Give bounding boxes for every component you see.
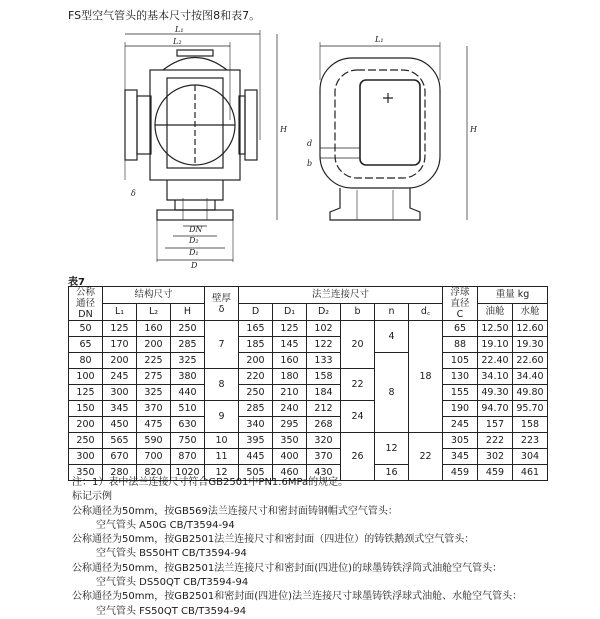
note-6: 空气管头 BS50HT CB/T3594-94	[96, 548, 247, 560]
cell-D1: 125	[273, 321, 307, 337]
notes	[72, 476, 522, 619]
note-7: 公称通径为50mm，按GB2501法兰连接尺寸和密封面(四进位)的球墨铸铁浮筒式油舱空气管头：	[72, 562, 503, 574]
header-H: H	[171, 304, 205, 321]
cell-L2: 820	[137, 465, 171, 481]
cell-n: 4	[375, 321, 409, 353]
header-float: 浮球 直径 C	[443, 287, 478, 321]
header-L2: L₂	[137, 304, 171, 321]
cell-water: 95.70	[513, 401, 548, 417]
cell-water: 304	[513, 449, 548, 465]
cell-dn: 100	[69, 369, 103, 385]
cell-b: 20	[341, 321, 375, 369]
cell-H: 250	[171, 321, 205, 337]
cell-water: 223	[513, 433, 548, 449]
cell-D2: 268	[307, 417, 341, 433]
dim-D2: D₂	[189, 236, 199, 245]
note-9: 公称通径为50mm，按GB2501和密封面(四进位)法兰连接尺寸球墨铸铁浮球式油舱、水舱空气管头：	[72, 591, 523, 603]
cell-water: 461	[513, 465, 548, 481]
cell-L1: 450	[103, 417, 137, 433]
header-b: b	[341, 304, 375, 321]
cell-H: 440	[171, 385, 205, 401]
cell-dn: 350	[69, 465, 103, 481]
cell-D1: 145	[273, 337, 307, 353]
cell-water: 158	[513, 417, 548, 433]
header-flange: 法兰连接尺寸	[239, 287, 443, 304]
cell-water: 19.30	[513, 337, 548, 353]
cell-dn: 300	[69, 449, 103, 465]
cell-L1: 565	[103, 433, 137, 449]
cell-n: 8	[375, 353, 409, 433]
cell-D2: 158	[307, 369, 341, 385]
cell-n: 16	[375, 465, 409, 481]
cell-oil: 22.40	[478, 353, 513, 369]
cell-float: 305	[443, 433, 478, 449]
cell-dc: 18	[409, 321, 443, 433]
table-row	[69, 321, 548, 337]
cell-D1: 460	[273, 465, 307, 481]
header-L1: L₁	[103, 304, 137, 321]
cell-water: 22.60	[513, 353, 548, 369]
dim-D: D	[191, 261, 198, 270]
cell-dn: 125	[69, 385, 103, 401]
table-row	[69, 401, 548, 417]
cell-D: 185	[239, 337, 273, 353]
header-wall: 壁厚 δ	[205, 287, 239, 321]
header-n: n	[375, 304, 409, 321]
cell-D1: 350	[273, 433, 307, 449]
cell-D2: 102	[307, 321, 341, 337]
cell-D2: 320	[307, 433, 341, 449]
table-row	[69, 337, 548, 353]
cell-dn: 50	[69, 321, 103, 337]
cell-L2: 370	[137, 401, 171, 417]
cell-L1: 245	[103, 369, 137, 385]
note-4: 空气管头 A50G CB/T3594-94	[96, 519, 235, 531]
cell-float: 190	[443, 401, 478, 417]
table-row	[69, 385, 548, 401]
note-3: 公称通径为50mm，按GB569法兰连接尺寸和密封面铸钢帽式空气管头：	[72, 505, 398, 517]
cell-D: 200	[239, 353, 273, 369]
cell-water: 49.80	[513, 385, 548, 401]
cell-H: 630	[171, 417, 205, 433]
dim-D1: D₁	[189, 248, 199, 257]
cell-H: 325	[171, 353, 205, 369]
cell-D1: 180	[273, 369, 307, 385]
cell-D1: 210	[273, 385, 307, 401]
cell-L2: 325	[137, 385, 171, 401]
cell-b: 22	[341, 369, 375, 401]
cell-D2: 212	[307, 401, 341, 417]
cell-oil: 49.30	[478, 385, 513, 401]
spec-table-body	[69, 321, 548, 481]
cell-D2: 122	[307, 337, 341, 353]
cell-float: 459	[443, 465, 478, 481]
header-struct: 结构尺寸	[103, 287, 205, 304]
cell-L2: 160	[137, 321, 171, 337]
cell-D: 340	[239, 417, 273, 433]
cell-dn: 250	[69, 433, 103, 449]
header-D1: D₁	[273, 304, 307, 321]
cell-D2: 133	[307, 353, 341, 369]
cell-oil: 222	[478, 433, 513, 449]
cell-L1: 345	[103, 401, 137, 417]
dim-H-left: H	[280, 125, 287, 134]
cell-D: 505	[239, 465, 273, 481]
cell-H: 380	[171, 369, 205, 385]
cell-L1: 170	[103, 337, 137, 353]
dim-delta: δ	[131, 189, 136, 198]
cell-float: 88	[443, 337, 478, 353]
cell-dn: 80	[69, 353, 103, 369]
table-row	[69, 353, 548, 369]
cell-oil: 459	[478, 465, 513, 481]
cell-wall: 8	[205, 369, 239, 401]
cell-L2: 200	[137, 337, 171, 353]
cell-D: 395	[239, 433, 273, 449]
cell-dn: 65	[69, 337, 103, 353]
cell-L1: 280	[103, 465, 137, 481]
cell-L1: 200	[103, 353, 137, 369]
cell-D2: 370	[307, 449, 341, 465]
note-10: 空气管头 FS50QT CB/T3594-94	[96, 605, 247, 617]
cell-L1: 125	[103, 321, 137, 337]
header-dc: d꜀	[409, 304, 443, 321]
header-D: D	[239, 304, 273, 321]
header-water: 水舱	[513, 304, 548, 321]
cell-dn: 150	[69, 401, 103, 417]
cell-D: 220	[239, 369, 273, 385]
table-row	[69, 433, 548, 449]
cell-wall: 10	[205, 433, 239, 449]
cell-D: 250	[239, 385, 273, 401]
dim-L1-left: L₁	[175, 25, 184, 34]
cell-oil: 94.70	[478, 401, 513, 417]
cell-L2: 275	[137, 369, 171, 385]
cell-D: 445	[239, 449, 273, 465]
cell-float: 130	[443, 369, 478, 385]
cell-n: 12	[375, 433, 409, 465]
cell-b: 24	[341, 401, 375, 433]
side-view	[320, 42, 467, 220]
cell-L2: 225	[137, 353, 171, 369]
cell-D2: 430	[307, 465, 341, 481]
note-1: 注：1）表中法兰连接尺寸符合GB2501中PN1.6MPa的规定。	[72, 477, 349, 488]
cell-L2: 700	[137, 449, 171, 465]
cell-oil: 19.10	[478, 337, 513, 353]
cell-D1: 240	[273, 401, 307, 417]
dim-H-right: H	[470, 125, 477, 134]
header-dn: 公称 通径 DN	[69, 287, 103, 321]
cell-D1: 160	[273, 353, 307, 369]
table-label: 表7	[68, 277, 85, 288]
cell-L1: 300	[103, 385, 137, 401]
cell-wall: 7	[205, 321, 239, 369]
cell-D1: 400	[273, 449, 307, 465]
table-row	[69, 417, 548, 433]
cell-float: 65	[443, 321, 478, 337]
cell-oil: 12.50	[478, 321, 513, 337]
cell-oil: 34.10	[478, 369, 513, 385]
cell-float: 155	[443, 385, 478, 401]
note-2: 标记示例	[72, 491, 112, 503]
cell-D: 285	[239, 401, 273, 417]
cell-H: 1020	[171, 465, 205, 481]
cell-oil: 302	[478, 449, 513, 465]
cell-D1: 295	[273, 417, 307, 433]
dim-DN: DN	[189, 225, 203, 234]
header-D2: D₂	[307, 304, 341, 321]
note-8: 空气管头 DS50QT CB/T3594-94	[96, 577, 249, 589]
cell-wall: 12	[205, 465, 239, 481]
cell-water: 12.60	[513, 321, 548, 337]
cell-float: 245	[443, 417, 478, 433]
note-5: 公称通径为50mm，按GB2501法兰连接尺寸和密封面（四进位）的铸铁鹅颈式空气管头：	[72, 534, 475, 546]
spec-table	[68, 286, 548, 481]
cell-dn: 200	[69, 417, 103, 433]
dim-d-right: d	[307, 139, 313, 148]
dim-L1-right: L₁	[375, 35, 384, 44]
cell-wall: 9	[205, 401, 239, 433]
cell-H: 510	[171, 401, 205, 417]
cell-b: 26	[341, 433, 375, 481]
cell-oil: 157	[478, 417, 513, 433]
cell-D: 165	[239, 321, 273, 337]
header-weight: 重量 kg	[478, 287, 548, 304]
dim-b-right: b	[307, 159, 313, 168]
cell-float: 105	[443, 353, 478, 369]
cell-wall: 11	[205, 449, 239, 465]
cell-dc: 22	[409, 433, 443, 481]
table-row	[69, 449, 548, 465]
page-header: FS型空气管头的基本尺寸按图8和表7。	[68, 9, 261, 22]
technical-drawing	[95, 20, 495, 270]
cell-H: 750	[171, 433, 205, 449]
cell-L1: 670	[103, 449, 137, 465]
cell-D2: 184	[307, 385, 341, 401]
cell-H: 870	[171, 449, 205, 465]
dim-L2-left: L₂	[173, 37, 182, 46]
cell-L2: 590	[137, 433, 171, 449]
cell-water: 34.40	[513, 369, 548, 385]
table-row	[69, 369, 548, 385]
cell-float: 345	[443, 449, 478, 465]
cell-H: 285	[171, 337, 205, 353]
header-oil: 油舱	[478, 304, 513, 321]
cell-L2: 475	[137, 417, 171, 433]
